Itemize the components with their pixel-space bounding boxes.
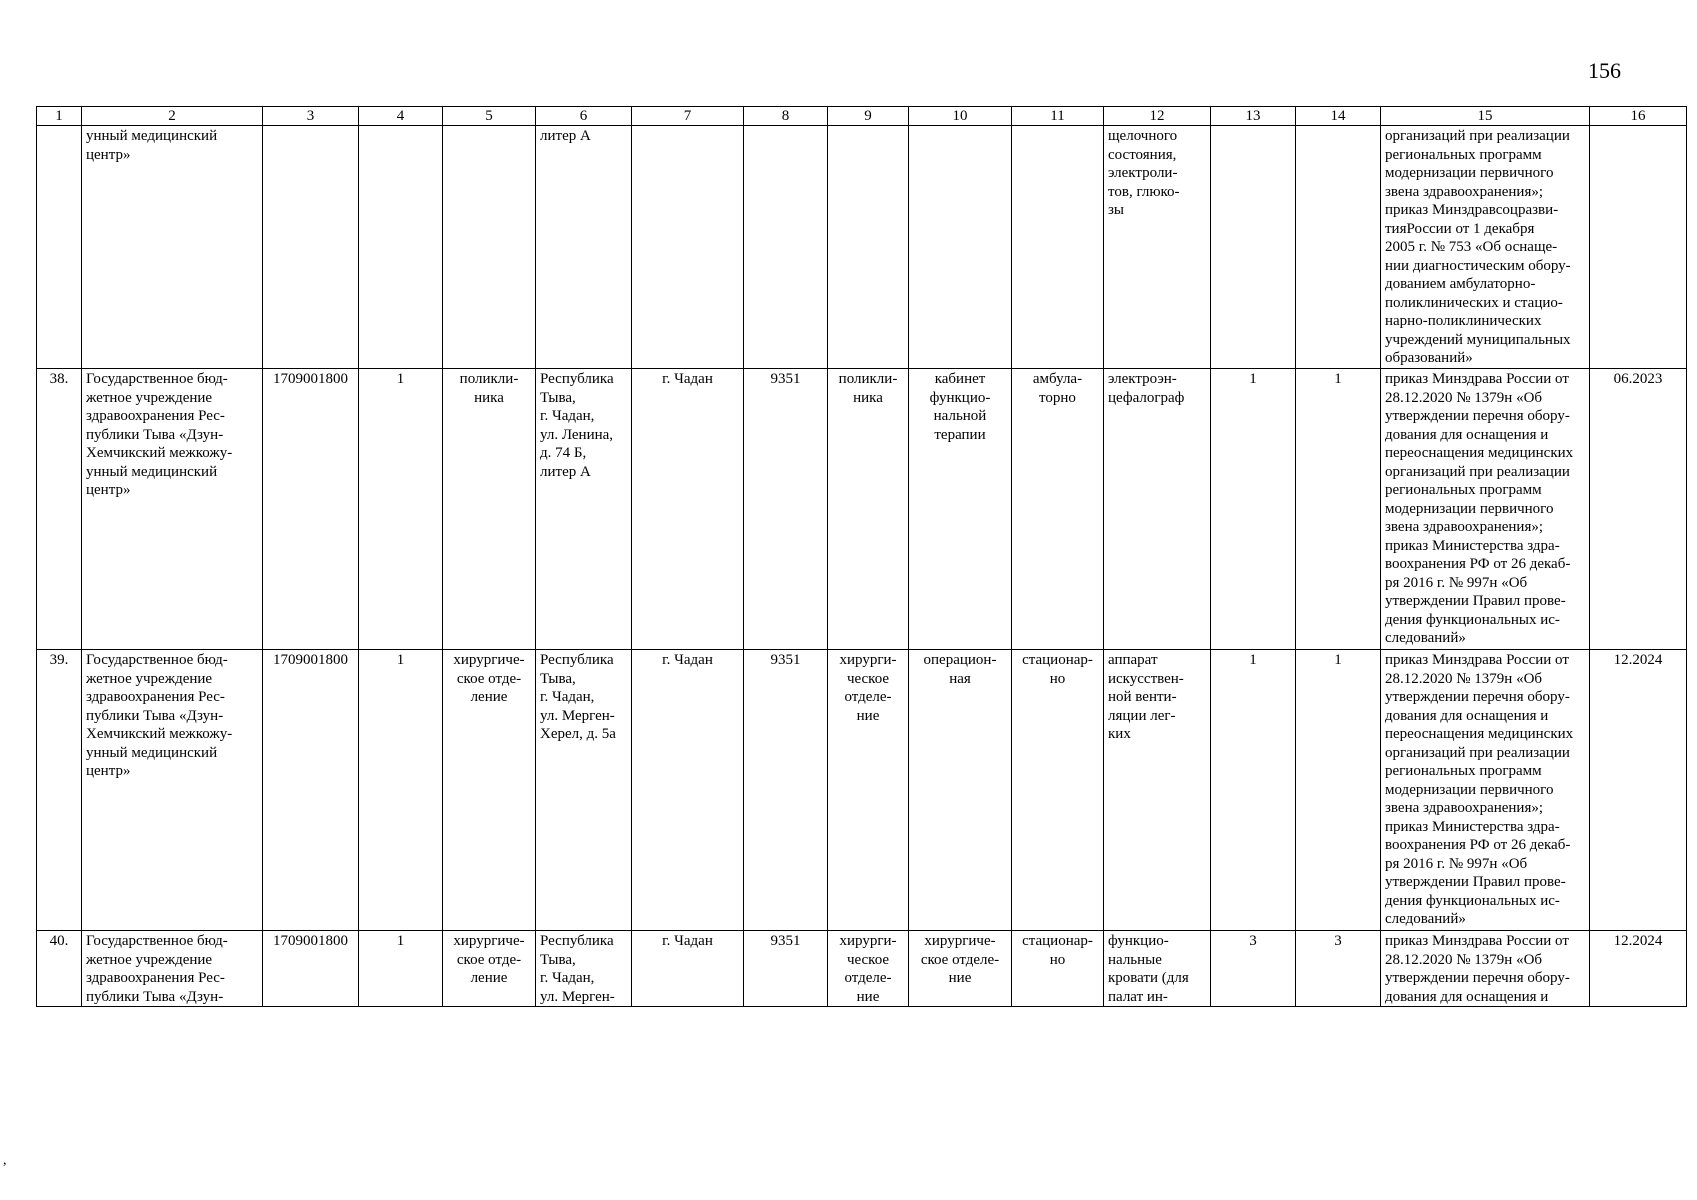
code [744,126,828,369]
department: поликли- ника [828,369,909,650]
room: операцион- ная [909,650,1012,931]
scan-mark: , [3,1153,7,1168]
quantity-planned: 1 [1211,369,1296,650]
code: 9351 [744,650,828,931]
row-number [37,126,82,369]
col-header-6: 6 [536,107,632,126]
legal-basis: приказ Минздрава России от 28.12.2020 № 1379н «Об утверждении перечня обору- дования для оснащения и [1381,931,1590,1007]
institution-name: Государственное бюд- жетное учреждение здравоохранения Рес- публики Тыва «Дзун- Хемчикский межкожу- унный медицинский центр» [82,650,263,931]
inn: 1709001800 [263,931,359,1007]
inn: 1709001800 [263,650,359,931]
table-row [37,369,1687,650]
deadline [1590,126,1687,369]
quantity-planned [1211,126,1296,369]
quantity-needed [1296,126,1381,369]
settlement [632,126,744,369]
deadline: 12.2024 [1590,931,1687,1007]
inn [263,126,359,369]
unit [443,126,536,369]
deadline: 12.2024 [1590,650,1687,931]
department: хирурги- ческое отделе- ние [828,931,909,1007]
code: 9351 [744,369,828,650]
deadline: 06.2023 [1590,369,1687,650]
col-header-3: 3 [263,107,359,126]
col-header-13: 13 [1211,107,1296,126]
equipment-table [36,106,1687,1007]
col-header-12: 12 [1104,107,1211,126]
institution-name: Государственное бюд- жетное учреждение здравоохранения Рес- публики Тыва «Дзун- [82,931,263,1007]
unit: хирургиче- ское отде- ление [443,931,536,1007]
address: литер А [536,126,632,369]
table-row [37,931,1687,1007]
quantity-needed: 1 [1296,650,1381,931]
col-header-5: 5 [443,107,536,126]
legal-basis: организаций при реализации региональных программ модернизации первичного звена здравоохранения»; приказ Минздравсоцразви- тияРоссии от 1 декабря 2005 г. № 753 «Об оснаще- нии диагностическим обору- дованием амбулаторно- поликлинических и стацио- нарно-поликлинических учреждений муниципальных образований» [1381,126,1590,369]
count: 1 [359,650,443,931]
col-header-2: 2 [82,107,263,126]
col-header-16: 16 [1590,107,1687,126]
col-header-14: 14 [1296,107,1381,126]
institution-name: унный медицинский центр» [82,126,263,369]
care-type: амбула- торно [1012,369,1104,650]
col-header-4: 4 [359,107,443,126]
column-number-row [37,107,1687,126]
address: Республика Тыва, г. Чадан, ул. Мерген- [536,931,632,1007]
settlement: г. Чадан [632,650,744,931]
row-number: 38. [37,369,82,650]
col-header-11: 11 [1012,107,1104,126]
page-number: 156 [1588,58,1621,83]
institution-name: Государственное бюд- жетное учреждение здравоохранения Рес- публики Тыва «Дзун- Хемчикский межкожу- унный медицинский центр» [82,369,263,650]
address: Республика Тыва, г. Чадан, ул. Ленина, д. 74 Б, литер А [536,369,632,650]
care-type: стационар- но [1012,650,1104,931]
row-number: 39. [37,650,82,931]
room: кабинет функцио- нальной терапии [909,369,1012,650]
room [909,126,1012,369]
care-type: стационар- но [1012,931,1104,1007]
settlement: г. Чадан [632,369,744,650]
col-header-7: 7 [632,107,744,126]
equipment: аппарат искусствен- ной венти- ляции лег- ких [1104,650,1211,931]
count: 1 [359,931,443,1007]
quantity-planned: 1 [1211,650,1296,931]
col-header-1: 1 [37,107,82,126]
quantity-planned: 3 [1211,931,1296,1007]
unit: хирургиче- ское отде- ление [443,650,536,931]
legal-basis: приказ Минздрава России от 28.12.2020 № 1379н «Об утверждении перечня обору- дования для оснащения и переоснащения медицинских организаций при реализации региональных программ модернизации первичного звена здравоохранения»; приказ Министерства здра- воохранения РФ от 26 декаб- ря 2016 г. № 997н «Об утверждении Правил прове- дения функциональных ис- следований» [1381,650,1590,931]
equipment: щелочного состояния, электроли- тов, глюко- зы [1104,126,1211,369]
count: 1 [359,369,443,650]
care-type [1012,126,1104,369]
department [828,126,909,369]
col-header-10: 10 [909,107,1012,126]
address: Республика Тыва, г. Чадан, ул. Мерген- Херел, д. 5а [536,650,632,931]
code: 9351 [744,931,828,1007]
unit: поликли- ника [443,369,536,650]
col-header-15: 15 [1381,107,1590,126]
room: хирургиче- ское отделе- ние [909,931,1012,1007]
department: хирурги- ческое отделе- ние [828,650,909,931]
col-header-8: 8 [744,107,828,126]
inn: 1709001800 [263,369,359,650]
settlement: г. Чадан [632,931,744,1007]
table-row [37,126,1687,369]
equipment: функцио- нальные кровати (для палат ин- [1104,931,1211,1007]
quantity-needed: 3 [1296,931,1381,1007]
col-header-9: 9 [828,107,909,126]
legal-basis: приказ Минздрава России от 28.12.2020 № 1379н «Об утверждении перечня обору- дования для оснащения и переоснащения медицинских организаций при реализации региональных программ модернизации первичного звена здравоохранения»; приказ Министерства здра- воохранения РФ от 26 декаб- ря 2016 г. № 997н «Об утверждении Правил прове- дения функциональных ис- следований» [1381,369,1590,650]
table-row [37,650,1687,931]
row-number: 40. [37,931,82,1007]
quantity-needed: 1 [1296,369,1381,650]
equipment: электроэн- цефалограф [1104,369,1211,650]
count [359,126,443,369]
